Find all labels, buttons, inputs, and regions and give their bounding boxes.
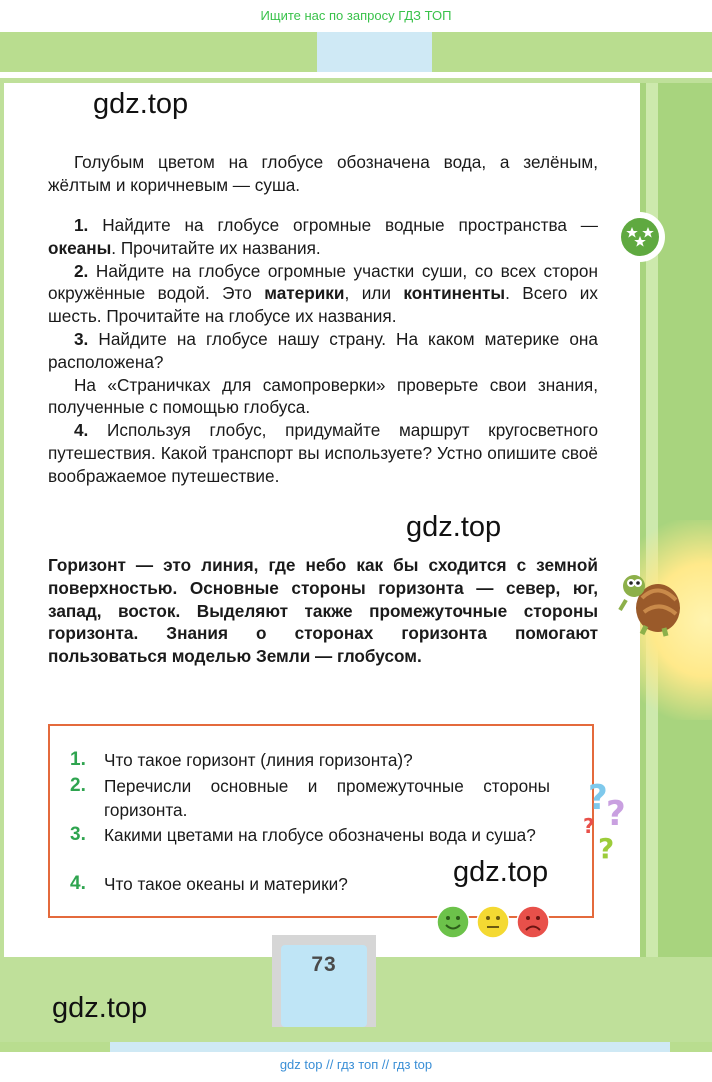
footer-links[interactable]: gdz top // гдз топ // гдз top [0,1052,712,1082]
intro-paragraph [48,151,598,197]
question-number: 4. [70,873,86,894]
page-number: 73 [311,953,337,976]
watermark: gdz.top [93,88,189,120]
task-number: 1. [74,215,89,235]
question-text: Что такое океаны и материки? [104,874,348,894]
task-number: 4. [74,420,89,441]
question-number: 3. [70,824,86,845]
turtle-mascot-icon [616,568,682,638]
watermark: gdz.top [52,992,148,1024]
question-item [70,823,550,847]
question-number: 2. [70,775,86,796]
task-text: Найдите на глобусе огромные водные пространства — [102,215,598,235]
question-item [70,748,550,772]
task-text: Найдите на глобусе огромные участки суши, со всех сторон окружённые водой. Это [48,260,598,304]
task-text: Используя глобус, придумайте маршрут кругосветного путешествия. Какой транспорт вы используете? Устно опишите своё воображаемое путешествие. [48,420,599,486]
prev-page-tab [317,32,432,72]
prev-page-strip [0,32,712,72]
task-text: На «Страничках для самопроверки» проверьте свои знания, полученные с помощью глобуса. [48,374,598,418]
top-banner[interactable]: Ищите нас по запросу ГДЗ ТОП [0,0,712,32]
task-item [48,419,598,487]
question-item [70,872,550,896]
question-item [70,774,550,822]
task-item [48,260,598,328]
question-text: Перечисли основные и промежуточные стороны горизонта. [104,776,550,820]
intro-text: Голубым цветом на глобусе обозначена вода, а зелёным, жёлтым и коричневым — суша. [48,152,598,195]
watermark: gdz.top [453,856,549,888]
smiley-neutral-icon[interactable] [476,905,510,939]
task-number: 3. [74,328,89,349]
task-text: . Всего их шесть. Прочитайте на глобусе их названия. [48,283,599,327]
question-mark-blue: ? [588,778,608,818]
question-mark-green: ? [598,832,615,865]
question-mark-purple: ? [606,794,626,834]
task-number: 2. [74,260,89,281]
task-text: Найдите на глобусе нашу страну. На каком материке она расположена? [48,328,598,372]
question-mark-red: ? [583,814,595,838]
task-text: . Прочитайте их названия. [111,237,321,258]
term-oceans: океаны [48,237,112,258]
term-continents: материки [264,283,345,304]
smiley-sad-icon[interactable] [516,905,550,939]
watermark: gdz.top [406,511,502,543]
next-page-strip [0,1042,712,1052]
task-item [48,374,598,420]
review-questions-box [48,724,594,918]
question-text: Что такое горизонт (линия горизонта)? [104,750,413,770]
task-item [48,214,598,260]
question-number: 1. [70,749,86,770]
task-list [48,214,598,488]
question-text: Какими цветами на глобусе обозначены вода и суша? [104,825,536,845]
smiley-happy-icon[interactable] [436,905,470,939]
star-badge-icon [615,212,665,262]
page-number-tab [281,945,367,1027]
task-text: , или [344,283,404,304]
horizon-definition: Горизонт — это линия, где небо как бы сходится с земной поверхностью. Основные стороны горизонта — север, юг, запад, восток. Выделяют также промежуточные стороны горизонта. Знания о сторонах горизонта помогают пользоваться моделью Земли — глобусом. [48,555,598,667]
next-page-tab [110,1042,670,1052]
term-continents-alt: континенты [403,283,506,304]
task-item [48,328,598,374]
